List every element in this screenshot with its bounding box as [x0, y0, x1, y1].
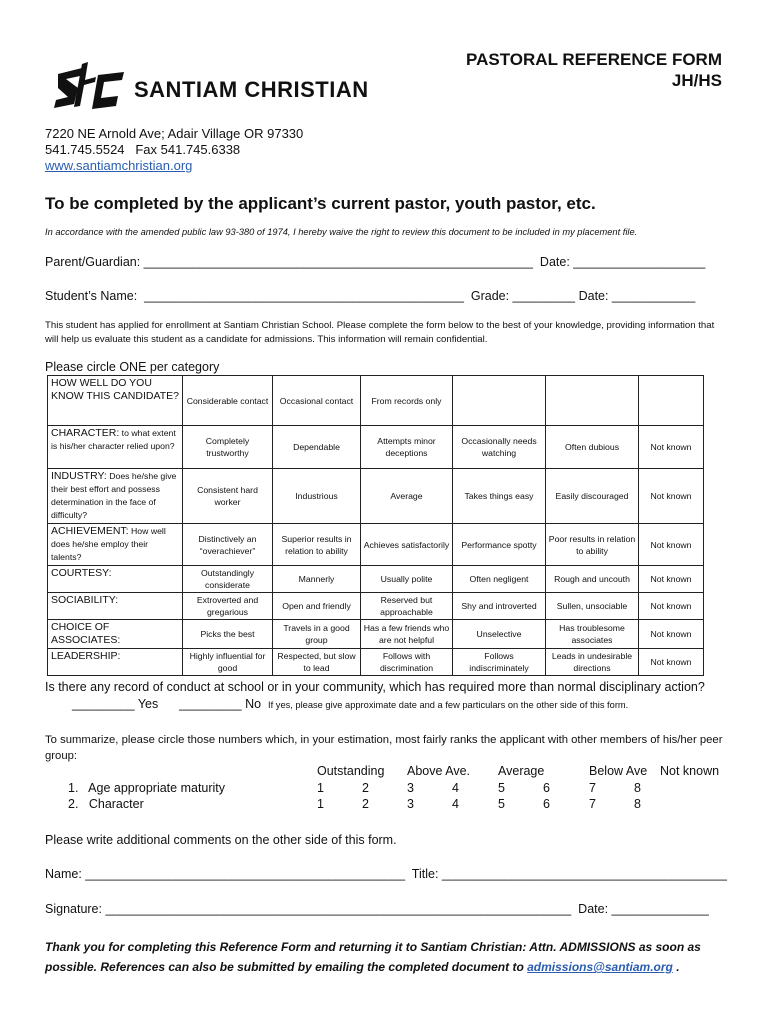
form-heading: To be completed by the applicant’s current pastor, youth pastor, etc. — [45, 194, 596, 213]
category-description: Does he/she give their best effort and possess determination in the face of difficulty? — [51, 471, 177, 520]
category-label: COURTESY: — [51, 567, 112, 579]
conduct-instruction: If yes, please give approximate date and a few particulars on the other side of this form. — [268, 700, 629, 710]
rank-number[interactable]: 1 — [317, 797, 324, 811]
rating-option[interactable]: Unselective — [453, 620, 546, 649]
rank-number[interactable]: 5 — [498, 797, 505, 811]
rating-row — [48, 376, 704, 426]
form-title-line2: JH/HS — [671, 71, 722, 90]
school-logo-icon — [52, 60, 126, 112]
category-description: to what extent is his/her character relied upon? — [51, 428, 176, 451]
rank-number[interactable]: 3 — [407, 781, 414, 795]
rating-option[interactable]: Average — [361, 469, 453, 524]
rating-option[interactable]: Consistent hard worker — [183, 469, 273, 524]
rating-option[interactable]: Outstandingly considerate — [183, 566, 273, 593]
rating-option[interactable]: Not known — [639, 620, 704, 649]
rating-row — [48, 524, 704, 566]
rating-option[interactable]: Open and friendly — [273, 593, 361, 620]
conduct-no-option[interactable]: _________ No — [179, 697, 262, 711]
rating-row — [48, 620, 704, 649]
rating-option[interactable]: Not known — [639, 649, 704, 676]
rank-item-label: 2. Character — [68, 797, 144, 811]
conduct-answers — [72, 697, 628, 711]
summary-instruction: To summarize, please circle those numbers which, in your estimation, most fairly ranks the applicant with other members of his/her peer group: — [45, 734, 723, 762]
rating-option[interactable] — [639, 376, 704, 426]
rank-header-average: Average — [498, 764, 545, 778]
category-label: SOCIABILITY: — [51, 594, 119, 606]
rating-option[interactable]: Not known — [639, 593, 704, 620]
rating-option[interactable]: Usually polite — [361, 566, 453, 593]
address: 7220 NE Arnold Ave; Adair Village OR 97330 — [45, 126, 304, 141]
rating-option[interactable]: Travels in a good group — [273, 620, 361, 649]
conduct-question: Is there any record of conduct at school or in your community, which has required more than normal disciplinary action? — [45, 680, 705, 694]
phone: 541.745.5524 Fax 541.745.6338 — [45, 142, 241, 157]
rating-option[interactable]: Attempts minor deceptions — [361, 426, 453, 469]
rating-category — [48, 620, 183, 649]
circle-instruction: Please circle ONE per category — [45, 360, 220, 374]
thank-you-end: . — [672, 960, 680, 974]
rank-number[interactable]: 4 — [452, 797, 459, 811]
rating-option[interactable]: Reserved but approachable — [361, 593, 453, 620]
rating-table — [47, 375, 704, 676]
confidentiality-note: This student has applied for enrollment at Santiam Christian School. Please complete the form below to the best of your knowledge, providing information that will help us evaluate this student as a candidate for admissions. This information will remain confidential. — [45, 320, 715, 345]
conduct-yes-option[interactable]: _________ Yes — [72, 697, 159, 711]
rating-category — [48, 649, 183, 676]
rating-option[interactable]: Leads in undesirable directions — [546, 649, 639, 676]
rating-category — [48, 566, 183, 593]
rank-number[interactable]: 2 — [362, 781, 369, 795]
rating-row — [48, 566, 704, 593]
rank-number[interactable]: 8 — [634, 797, 641, 811]
rating-option[interactable]: Extroverted and gregarious — [183, 593, 273, 620]
rating-option[interactable]: Highly influential for good — [183, 649, 273, 676]
rating-option[interactable]: Dependable — [273, 426, 361, 469]
rating-option[interactable] — [546, 376, 639, 426]
rating-option[interactable]: Occasionally needs watching — [453, 426, 546, 469]
comments-instruction: Please write additional comments on the other side of this form. — [45, 833, 397, 847]
waiver-text: In accordance with the amended public law 93-380 of 1974, I hereby waive the right to review this document to be included in my placement file. — [45, 227, 638, 237]
rating-option[interactable]: Achieves satisfactorily — [361, 524, 453, 566]
category-label: CHARACTER: — [51, 427, 120, 439]
rating-option[interactable]: From records only — [361, 376, 453, 426]
category-description: How well does he/she employ their talents? — [51, 526, 166, 562]
rank-item-label: 1. Age appropriate maturity — [68, 781, 226, 795]
rating-option[interactable]: Follows with discrimination — [361, 649, 453, 676]
rating-option[interactable]: Often negligent — [453, 566, 546, 593]
rating-option[interactable]: Not known — [639, 524, 704, 566]
rating-option[interactable]: Sullen, unsociable — [546, 593, 639, 620]
rating-option[interactable]: Easily discouraged — [546, 469, 639, 524]
rank-number[interactable]: 6 — [543, 781, 550, 795]
rating-category — [48, 469, 183, 524]
parent-guardian-field[interactable]: Parent/Guardian: ________________________________________________________ Date: ___________________ — [45, 255, 706, 269]
rank-number[interactable]: 5 — [498, 781, 505, 795]
category-label: INDUSTRY: — [51, 470, 107, 482]
rank-number[interactable]: 4 — [452, 781, 459, 795]
rating-option[interactable]: Picks the best — [183, 620, 273, 649]
rating-row — [48, 426, 704, 469]
rank-number[interactable]: 3 — [407, 797, 414, 811]
rating-option[interactable]: Performance spotty — [453, 524, 546, 566]
rating-category — [48, 426, 183, 469]
rating-option[interactable]: Poor results in relation to ability — [546, 524, 639, 566]
signature-date-field[interactable]: Signature: ___________________________________________________________________ Date: ______________ — [45, 902, 709, 916]
category-label: LEADERSHIP: — [51, 650, 121, 662]
form-title — [466, 49, 722, 91]
rating-option[interactable]: Industrious — [273, 469, 361, 524]
rating-option[interactable]: Respected, but slow to lead — [273, 649, 361, 676]
category-label: CHOICE OF ASSOCIATES: — [51, 621, 121, 646]
rating-option[interactable]: Mannerly — [273, 566, 361, 593]
rating-option[interactable]: Has a few friends who are not helpful — [361, 620, 453, 649]
thank-you-text: Thank you for completing this Reference Form and returning it to Santiam Christian: Attn. ADMISSIONS as soon as possible. References can also be submitted by emailing the completed document to — [45, 940, 701, 974]
rating-option[interactable]: Shy and introverted — [453, 593, 546, 620]
rating-option[interactable]: Distinctively an “overachiever” — [183, 524, 273, 566]
rating-option[interactable]: Completely trustworthy — [183, 426, 273, 469]
category-label: HOW WELL DO YOU KNOW THIS CANDIDATE? — [51, 377, 179, 402]
rating-row — [48, 649, 704, 676]
admissions-email-link[interactable]: admissions@santiam.org — [527, 960, 673, 974]
rating-option[interactable]: Has troublesome associates — [546, 620, 639, 649]
website-link[interactable]: www.santiamchristian.org — [45, 158, 193, 173]
rating-row — [48, 469, 704, 524]
rating-option[interactable]: Superior results in relation to ability — [273, 524, 361, 566]
rating-option[interactable] — [453, 376, 546, 426]
rank-header-above-average: Above Ave. — [407, 764, 471, 778]
rank-number[interactable]: 8 — [634, 781, 641, 795]
contact-block — [45, 126, 303, 174]
name-title-field[interactable]: Name: ______________________________________________ Title: _________________________________________ — [45, 867, 727, 881]
rating-option[interactable]: Occasional contact — [273, 376, 361, 426]
rank-number[interactable]: 7 — [589, 797, 596, 811]
thank-you-note — [45, 937, 735, 977]
rating-option[interactable]: Rough and uncouth — [546, 566, 639, 593]
rank-number[interactable]: 7 — [589, 781, 596, 795]
rank-number[interactable]: 6 — [543, 797, 550, 811]
rank-number[interactable]: 2 — [362, 797, 369, 811]
rank-header-outstanding: Outstanding — [317, 764, 385, 778]
rating-option[interactable]: Follows indiscriminately — [453, 649, 546, 676]
rating-option[interactable]: Not known — [639, 469, 704, 524]
rating-category — [48, 376, 183, 426]
rating-option[interactable]: Considerable contact — [183, 376, 273, 426]
rating-option[interactable]: Not known — [639, 426, 704, 469]
rating-option[interactable]: Takes things easy — [453, 469, 546, 524]
rating-category — [48, 524, 183, 566]
rating-category — [48, 593, 183, 620]
form-title-line1: PASTORAL REFERENCE FORM — [466, 50, 722, 69]
rank-number[interactable]: 1 — [317, 781, 324, 795]
rating-row — [48, 593, 704, 620]
student-name-field[interactable]: Student’s Name: ______________________________________________ Grade: _________ Date: ____________ — [45, 289, 696, 303]
rating-option[interactable]: Often dubious — [546, 426, 639, 469]
category-label: ACHIEVEMENT: — [51, 525, 129, 537]
rank-header-below-average: Below Ave — [589, 764, 648, 778]
school-name: SANTIAM CHRISTIAN — [134, 77, 369, 102]
rating-option[interactable]: Not known — [639, 566, 704, 593]
rank-header-not-known: Not known — [660, 764, 720, 778]
